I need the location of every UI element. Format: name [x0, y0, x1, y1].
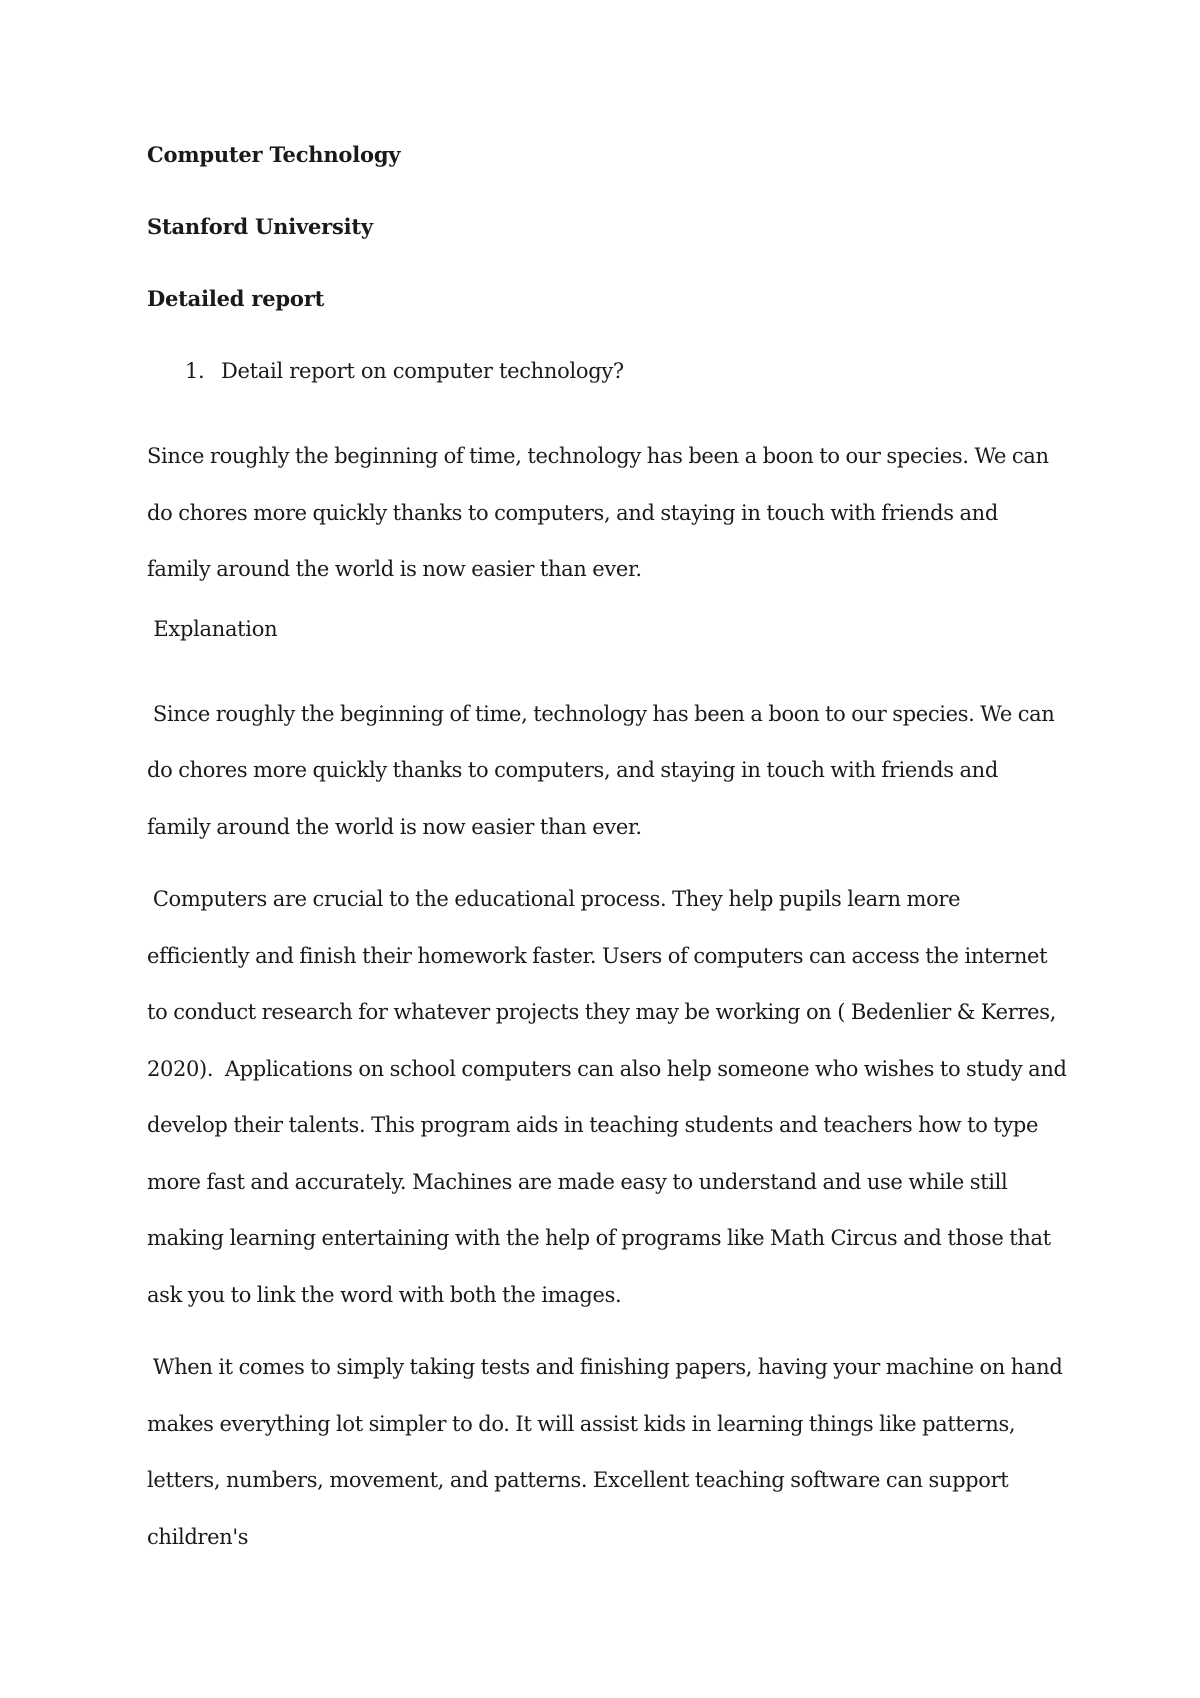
question-number: 1.	[185, 359, 205, 383]
answer-paragraph: Since roughly the beginning of time, technology has been a boon to our species. We can do chores more quickly thanks to computers, and staying in touch with friends and family around the world is now easier than ever.	[147, 444, 1049, 581]
report-heading: Detailed report	[147, 286, 325, 311]
explanation-paragraph-3: When it comes to simply taking tests and finishing papers, having your machine on hand makes everything lot simpler to do. It will assist kids in learning things like patterns, letters, numbers, movement, and patterns. Excellent teaching software can support children's	[147, 1355, 1069, 1549]
document-title: Computer Technology	[147, 142, 401, 167]
document-body	[147, 140, 1073, 1581]
explanation-label: Explanation	[147, 616, 278, 641]
question-item	[147, 356, 1067, 386]
explanation-paragraph-2: Computers are crucial to the educational process. They help pupils learn more efficiently and finish their homework faster. Users of computers can access the internet to conduct research for whatever projects they may be working on ( Bedenlier & Kerres, 2020). Applications on school computers can also help someone who wishes to study and develop their talents. This program aids in teaching students and teachers how to type more fast and accurately. Machines are made easy to understand and use while still making learning entertaining with the help of programs like Math Circus and those that ask you to link the word with both the images.	[147, 887, 1073, 1307]
explanation-paragraph-1: Since roughly the beginning of time, technology has been a boon to our species. We can do chores more quickly thanks to computers, and staying in touch with friends and family around the world is now easier than ever.	[147, 701, 1061, 839]
institution-name: Stanford University	[147, 214, 373, 239]
question-text: Detail report on computer technology?	[221, 359, 624, 383]
